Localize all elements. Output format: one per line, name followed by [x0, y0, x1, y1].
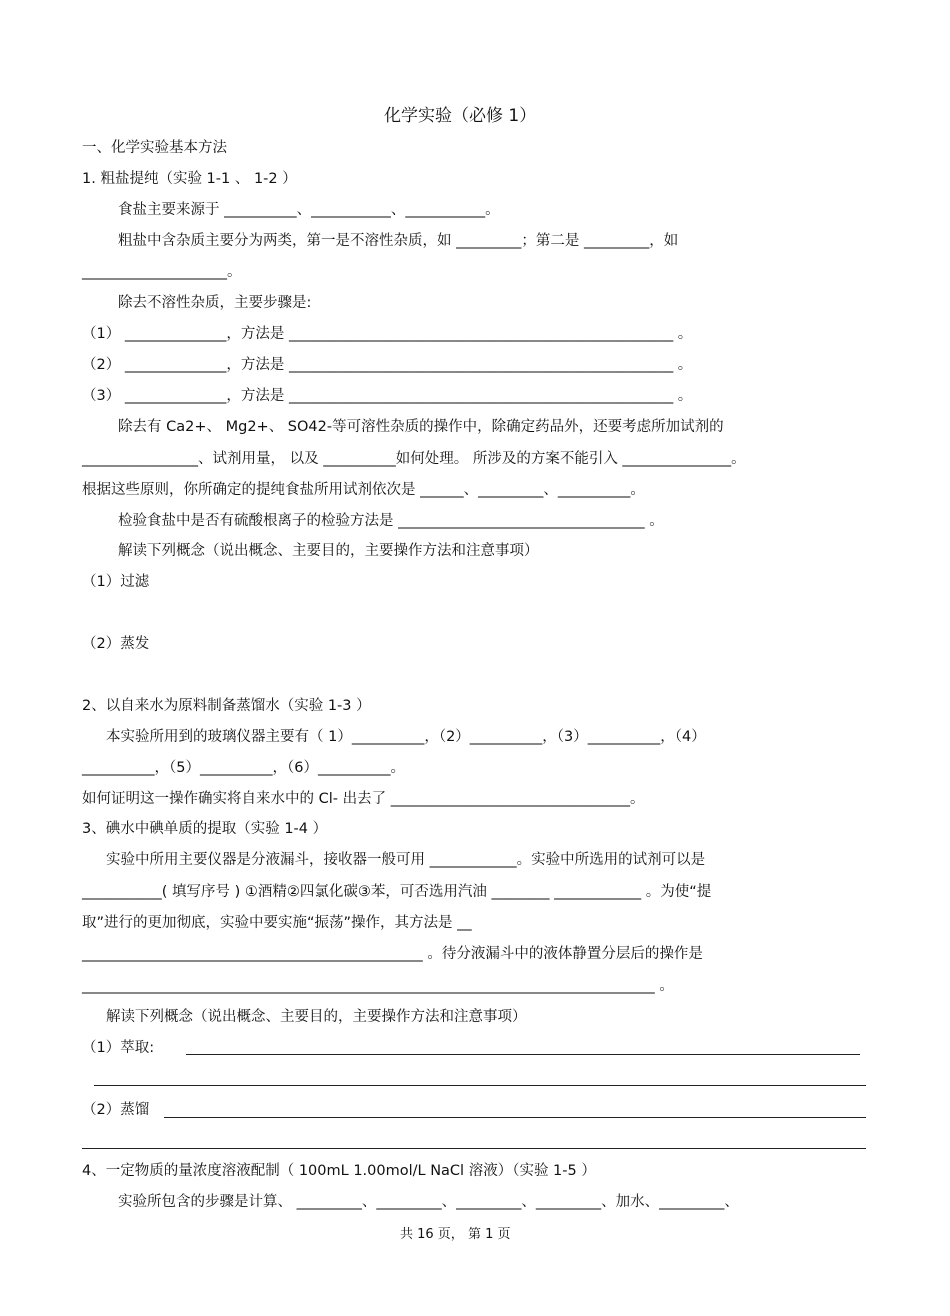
question-text: _______________________________________________ 。待分液漏斗中的液体静置分层后的操作是 [82, 946, 703, 962]
subsection-heading: 2、以自来水为原料制备蒸馏水（实验 1-3 ） [82, 698, 371, 714]
step-item: （2） ______________，方法是 _____________________________________________________ 。 [82, 357, 693, 373]
question-text: 解读下列概念（说出概念、主要目的，主要操作方法和注意事项） [118, 543, 539, 559]
concept-item: （1）过滤 [82, 574, 150, 590]
question-text: 粗盐中含杂质主要分为两类，第一是不溶性杂质，如 _________；第二是 _________，如 [118, 233, 679, 249]
subsection-heading: 4、一定物质的量浓度溶液配制（ 100mL 1.00mol/L NaCl 溶液）（实验 1-5 ） [82, 1163, 596, 1179]
subsection-heading: 1. 粗盐提纯（实验 1-1 、 1-2 ） [82, 171, 297, 187]
question-text: 除去有 Ca2+、 Mg2+、 SO42-等可溶性杂质的操作中，除确定药品外，还要考虑所加试剂的 [118, 419, 724, 435]
step-item: （1） ______________，方法是 _____________________________________________________ 。 [82, 326, 693, 342]
question-text: __________，（5）__________，（6）__________。 [82, 760, 405, 776]
question-text: 实验中所用主要仪器是分液漏斗，接收器一般可用 ____________。实验中所选用的试剂可以是 [106, 852, 706, 868]
page-title: 化学实验（必修 1） [384, 106, 537, 126]
concept-item: （1）萃取: [82, 1040, 155, 1056]
subsection-heading: 3、碘水中碘单质的提取（实验 1-4 ） [82, 821, 328, 837]
question-text: 实验所包含的步骤是计算、 _________、_________、_________、_________、加水、_________、 [118, 1194, 739, 1210]
concept-item: （2）蒸发 [82, 636, 150, 652]
step-item: （3） ______________，方法是 _____________________________________________________ 。 [82, 388, 693, 404]
question-text: ________________、试剂用量， 以及 __________如何处理。 所涉及的方案不能引入 _______________。 [82, 451, 746, 467]
question-text: 本实验所用到的玻璃仪器主要有（ 1）__________，（2）__________，（3）__________，（4） [106, 729, 706, 745]
answer-line [164, 1117, 866, 1118]
section-heading: 一、化学实验基本方法 [82, 140, 227, 156]
page-footer: 共 16 页， 第 1 页 [400, 1227, 511, 1242]
question-text: 取”进行的更加彻底，实验中要实施“振荡”操作，其方法是 __ [82, 915, 472, 931]
answer-line [82, 1148, 866, 1149]
question-text: 除去不溶性杂质，主要步骤是: [118, 295, 312, 311]
question-text: ___________( 填写序号 ) ①酒精②四氯化碳③苯，可否选用汽油 ________ ____________ 。为使“提 [82, 884, 712, 900]
question-text: 检验食盐中是否有硫酸根离子的检验方法是 __________________________________ 。 [118, 513, 664, 529]
question-text: _______________________________________________________________________________ 。 [82, 978, 674, 994]
question-text: 解读下列概念（说出概念、主要目的，主要操作方法和注意事项） [106, 1009, 527, 1025]
question-text: 如何证明这一操作确实将自来水中的 Cl- 出去了 _________________________________。 [82, 791, 645, 807]
answer-line [186, 1054, 860, 1055]
concept-item: （2）蒸馏 [82, 1102, 150, 1118]
answer-line [94, 1085, 866, 1086]
question-text: 根据这些原则，你所确定的提纯食盐所用试剂依次是 ______、_________、__________。 [82, 482, 645, 498]
question-text: 食盐主要来源于 __________、___________、___________。 [118, 202, 500, 218]
question-text: ____________________。 [82, 264, 242, 280]
